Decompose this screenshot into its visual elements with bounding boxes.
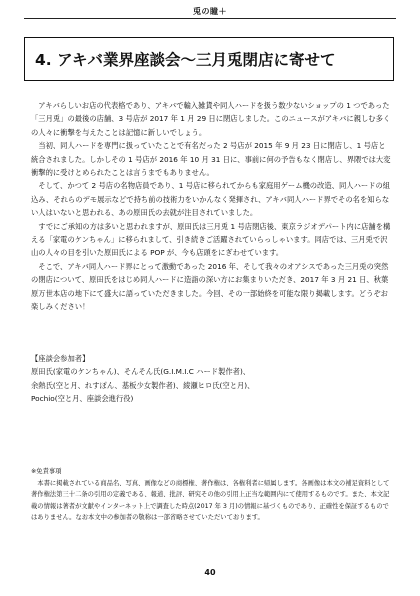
body-paragraph: そして、かつて 2 号店の名物店員であり、1 号店に移られてからも家庭用ゲーム機の改造、同人ハードの組込み、それらのデモ展示などで持ち前の技術力をいかんなく発揮され、アキバ同人ハード界でその名を知らない人はいないと思われる、あの原田氏の去就が注目されていました。 (31, 181, 391, 218)
body-paragraph: 当初、同人ハードを専門に扱っていたことで有名だった 2 号店が 2015 年 9 月 23 日に閉店し、1 号店と統合されました。しかしその 1 号店が 2016 年 10 月 31 日に、事前に何の予告もなく閉店し、界隈では大変衝撃的に受けとめられたことは言うまでもありません。 (31, 141, 391, 178)
participants-section (31, 352, 391, 406)
participants-line: 余熱氏(空と月、れすぽん、基板少女製作者)、綾瀬ヒロ氏(空と月)、 (31, 380, 255, 390)
participants-line: Pochio(空と月、座談会進行役) (31, 394, 134, 404)
disclaimer-heading: ※免責事項 (31, 468, 62, 475)
body-paragraph: そこで、アキバ同人ハード界にとって激動であった 2016 年、そして我々のオアシスであった三月兎の突然の閉店について、原田氏をはじめ同人ハードに造詣の深い方にお集まりいただき、2017 年 3 月 21 日、秋葉原万世本店の地下にて盛大に語っていただきました。今回、その一部始終を可能な限り掲載します。どうぞお楽しみください！ (31, 261, 389, 312)
running-header-title: 兎の瞳＋ (193, 7, 227, 16)
page-number: 40 (204, 568, 216, 577)
body-paragraph: すでにご承知の方は多いと思われますが、原田氏は三月兎 1 号店閉店後、東京ラジオデパート内に店舗を構える「家電のケンちゃん」に移られまして、引き続きご活躍されていらっしゃいます。同店では、三月兎で沢山の人々の目を引いた原田氏による POP が、今も店頭をにぎわせています。 (31, 221, 391, 258)
body-text (31, 99, 391, 314)
participants-heading: 【座談会参加者】 (31, 354, 90, 363)
body-paragraph: アキバらしいお店の代表格であり、アキバで輸入雑貨や同人ハードを扱う数少ないショップの 1 つであった「三月兎」の最後の店舗、3 号店が 2017 年 1 月 29 日に閉店しました。このニュースがアキバに親しむ多くの人々に衝撃を与えたことは記憶に新しいでしょう。 (31, 101, 391, 137)
chapter-title: 4. アキバ業界座談会〜三月兎閉店に寄せて (35, 51, 336, 69)
header-rule (24, 18, 396, 19)
running-header (0, 0, 420, 22)
disclaimer-body: 本書に掲載されている商品名、写真、画像などの商標権、著作権は、各権利者に帰属します。各画像は本文の補足資料として著作権法第三十二条の引用の定義である、報道、批評、研究その他の引用上正当な範囲内にて使用するものです。また、本文記載の情報は著者が文献やインターネット上で調査した時点(2017 年 3 月)の情報に基づくものであり、正確性を保証するものではありません。なお本文中の参加者の敬称は一部省略させていただいております。 (31, 479, 390, 522)
chapter-title-box (24, 37, 394, 81)
participants-line: 原田氏(家電のケンちゃん)、そんそん氏(G.I.M.I.C ハード製作者)、 (31, 367, 251, 377)
disclaimer-section (31, 466, 391, 524)
